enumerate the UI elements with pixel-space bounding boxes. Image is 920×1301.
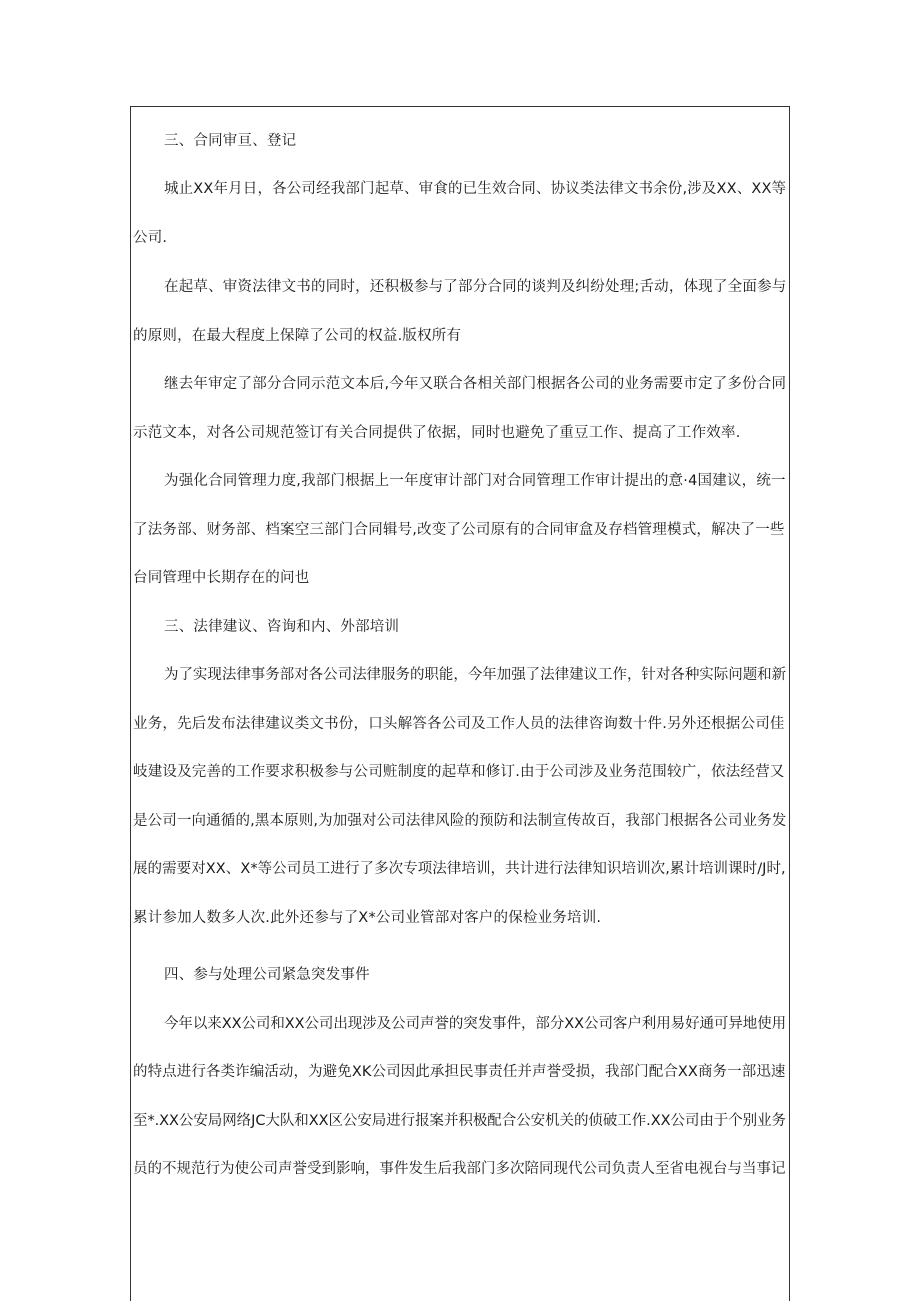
- document-frame: [130, 106, 790, 1301]
- text-line: 在起草、审资法律文书的同时，还积极参与了部分合同的谈判及纠纷处理;舌动，体现了全面参与: [164, 279, 787, 295]
- text-line: 为强化合同管理力度,我部门根据上一年度审计部门对合同管理工作审计提出的意·4国建议，统一: [164, 473, 786, 489]
- text-line: 是公司一向通循的,黑本原则,为加强对公司法律风险的预防和法制宣传故百，我部门根据各公司业务发: [133, 813, 787, 829]
- text-line: 员的不规范行为使公司声誉受到影响，事件发生后我部门多次陪同现代公司负责人至省电视台与当事记: [133, 1161, 786, 1177]
- text-line: 今年以来XX公司和XX公司出现涉及公司声誉的突发事件，部分XX公司客户利用易好通可异地使用: [164, 1016, 787, 1032]
- text-line: 至*.XX公安局网络JC大队和XX区公安局进行报案并积极配合公安机关的侦破工作.XX公司由于个别业务: [133, 1113, 786, 1129]
- text-line: 城止XX年月日，各公司经我部门起草、审食的已生效合同、协议类法律文书余份,涉及XX、XX等: [164, 181, 787, 197]
- text-line: 三、法律建议、咨询和内、外部培训: [164, 619, 400, 635]
- text-line: 业务，先后发布法律建议类文书份，口头解答各公司及工作人员的法律咨询数十件.另外还根据公司佳: [133, 716, 785, 732]
- text-line: 继去年审定了部分合同示范文本后,今年又联合各相关部门根据各公司的业务需要市定了多份合同: [164, 376, 787, 392]
- text-line: 台同管理中长期存在的问也: [133, 570, 310, 586]
- text-line: 为了实现法律事务部对各公司法律服务的职能，今年加强了法律建议工作，针对各种实际问题和新: [164, 667, 787, 683]
- text-line: 岐建设及完善的工作要求积极参与公司赃制度的起草和修订.由于公司涉及业务范围较广，依法经营又: [133, 764, 785, 780]
- text-line: 的原则，在最大程度上保障了公司的权益.版权所有: [133, 328, 462, 344]
- text-line: 了法务部、财务部、档案空三部门合同辑号,改变了公司原有的合同审盒及存档管理模式，解决了一些: [133, 522, 785, 538]
- text-line: 公司.: [133, 230, 168, 246]
- text-line: 的特点进行各类诈编活动，为避免XK公司因此承担民事责任并声誉受损，我部门配合XX商务一部迅速: [133, 1064, 786, 1080]
- text-line: 三、合同审亘、登记: [164, 133, 297, 149]
- text-line: 示范文本，对各公司规范签订有关合同提供了依据，同时也避免了重豆工作、提高了工作效率.: [133, 425, 741, 441]
- text-line: 累计参加人数多人次.此外还参与了X*公司业管部对客户的保检业务培训.: [133, 910, 602, 926]
- text-line: 展的需要对XX、X*等公司员工进行了多次专项法律培训，共计进行法律知识培训次,累计培训课时/J时,: [133, 861, 786, 877]
- text-line: 四、参与处理公司紧急突发事件: [164, 967, 370, 983]
